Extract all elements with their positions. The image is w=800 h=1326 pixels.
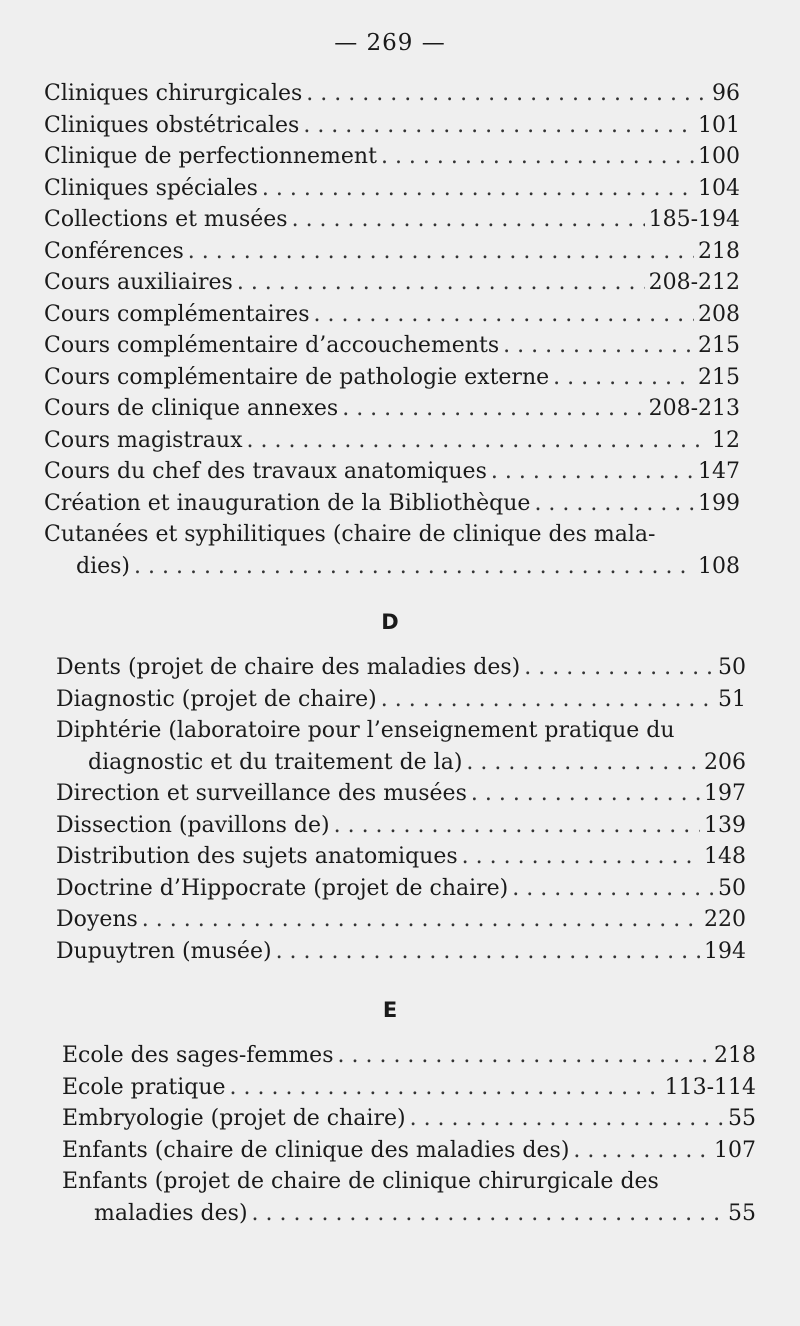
entry-label: Cours auxiliaires	[44, 270, 233, 295]
entry-label: Cours complémentaire de pathologie externe	[44, 364, 550, 390]
entry-label: Diphtérie (laboratoire pour l’enseignement pratique du	[56, 718, 675, 743]
section-letter-e: E	[382, 998, 398, 1022]
entry-page: 194	[704, 938, 746, 964]
entry-label: Enfants (projet de chaire de clinique chirurgicale des	[62, 1169, 659, 1194]
entry-label-continued: diagnostic et du traitement de la)	[88, 749, 463, 775]
entry-label: Embryologie (projet de chaire)	[62, 1106, 406, 1131]
leader-dots	[462, 841, 700, 873]
index-entry	[44, 393, 740, 425]
index-entry	[44, 456, 740, 488]
entry-label: Cutanées et syphilitiques (chaire de clinique des mala-	[44, 522, 656, 547]
entry-label-continued: dies)	[76, 553, 131, 579]
leader-dots	[306, 78, 708, 110]
entry-page: 215	[698, 364, 740, 390]
entry-page: 197	[704, 781, 746, 806]
entry-label: Enfants (chaire de clinique des maladies des)	[62, 1137, 570, 1163]
index-entry	[44, 362, 740, 394]
entry-label: Cours du chef des travaux anatomiques	[44, 459, 487, 484]
entry-page: 220	[704, 907, 746, 932]
index-entry	[44, 330, 740, 362]
entry-page: 199	[698, 490, 740, 516]
section-d	[56, 652, 746, 967]
entry-label: Cours complémentaire d’accouchements	[44, 333, 500, 358]
index-entry	[44, 519, 740, 582]
section-e	[62, 1040, 756, 1229]
index-entry	[56, 778, 746, 810]
entry-page: 208	[698, 301, 740, 327]
entry-page: 113-114	[664, 1074, 756, 1100]
section-c	[44, 78, 740, 582]
leader-dots	[503, 330, 694, 362]
entry-label: Création et inauguration de la Bibliothèque	[44, 490, 531, 516]
entry-page: 12	[712, 427, 740, 453]
index-entry	[62, 1135, 756, 1167]
entry-label: Conférences	[44, 238, 184, 264]
entry-label: Dupuytren (musée)	[56, 938, 272, 964]
leader-dots	[276, 936, 700, 968]
index-entry	[62, 1072, 756, 1104]
leader-dots	[381, 141, 694, 173]
entry-page: 107	[714, 1137, 756, 1163]
index-entry	[44, 299, 740, 331]
entry-label: Doyens	[56, 907, 138, 932]
entry-label: Direction et surveillance des musées	[56, 781, 467, 806]
entry-label: Cliniques spéciales	[44, 175, 258, 201]
index-entry	[56, 841, 746, 873]
leader-dots	[246, 425, 708, 457]
index-entry	[44, 236, 740, 268]
entry-label: Ecole pratique	[62, 1074, 226, 1100]
leader-dots	[466, 747, 700, 779]
entry-label: Dissection (pavillons de)	[56, 812, 330, 838]
index-entry	[62, 1040, 756, 1072]
entry-label: Doctrine d’Hippocrate (projet de chaire)	[56, 875, 509, 901]
section-letter-d: D	[381, 610, 399, 634]
entry-page: 185-194	[648, 207, 740, 232]
entry-label: Cours de clinique annexes	[44, 396, 339, 421]
leader-dots	[342, 393, 644, 425]
entry-page: 148	[704, 844, 746, 869]
leader-dots	[303, 110, 694, 142]
index-entry	[56, 715, 746, 778]
index-entry	[44, 425, 740, 457]
entry-page: 208-213	[648, 396, 740, 421]
entry-page: 101	[698, 112, 740, 138]
index-entry	[44, 204, 740, 236]
entry-page: 55	[728, 1200, 756, 1226]
leader-dots	[252, 1198, 724, 1230]
entry-label: Distribution des sujets anatomiques	[56, 844, 458, 869]
entry-page: 215	[698, 333, 740, 358]
index-entry	[56, 684, 746, 716]
leader-dots	[573, 1135, 710, 1167]
index-entry	[62, 1166, 756, 1229]
entry-label: Collections et musées	[44, 207, 288, 232]
leader-dots	[334, 810, 700, 842]
entry-label: Clinique de perfectionnement	[44, 144, 377, 169]
leader-dots	[142, 904, 700, 936]
entry-page: 206	[704, 749, 746, 775]
entry-label: Dents (projet de chaire des maladies des)	[56, 655, 521, 680]
entry-page: 100	[698, 144, 740, 169]
entry-page: 108	[698, 553, 740, 579]
leader-dots	[553, 362, 694, 394]
index-entry	[56, 652, 746, 684]
leader-dots	[524, 652, 714, 684]
entry-label: Cliniques obstétricales	[44, 112, 300, 138]
entry-page: 104	[698, 175, 740, 201]
entry-label: Cours complémentaires	[44, 301, 310, 327]
entry-page: 218	[714, 1043, 756, 1068]
entry-page: 55	[728, 1106, 756, 1131]
index-entry	[44, 173, 740, 205]
entry-page: 147	[698, 459, 740, 484]
entry-page: 50	[718, 875, 746, 901]
entry-page: 218	[698, 238, 740, 264]
leader-dots	[381, 684, 714, 716]
index-entry	[56, 873, 746, 905]
entry-label: Cours magistraux	[44, 427, 243, 453]
index-entry	[44, 110, 740, 142]
leader-dots	[491, 456, 694, 488]
leader-dots	[134, 551, 694, 583]
entry-page: 50	[718, 655, 746, 680]
leader-dots	[188, 236, 694, 268]
entry-label-continued: maladies des)	[94, 1200, 248, 1226]
leader-dots	[313, 299, 694, 331]
leader-dots	[262, 173, 694, 205]
entry-page: 51	[718, 686, 746, 712]
leader-dots	[292, 204, 645, 236]
leader-dots	[534, 488, 694, 520]
entry-label: Ecole des sages-femmes	[62, 1043, 334, 1068]
entry-label: Cliniques chirurgicales	[44, 81, 303, 106]
entry-page: 139	[704, 812, 746, 838]
entry-page: 208-212	[648, 270, 740, 295]
leader-dots	[410, 1103, 724, 1135]
index-entry	[56, 904, 746, 936]
index-entry	[56, 810, 746, 842]
index-entry	[44, 141, 740, 173]
page-number: — 269 —	[334, 30, 446, 56]
leader-dots	[512, 873, 714, 905]
entry-page: 96	[712, 81, 740, 106]
index-entry	[44, 267, 740, 299]
leader-dots	[237, 267, 645, 299]
index-entry	[62, 1103, 756, 1135]
leader-dots	[471, 778, 700, 810]
index-entry	[56, 936, 746, 968]
leader-dots	[338, 1040, 711, 1072]
index-entry	[44, 488, 740, 520]
entry-label: Diagnostic (projet de chaire)	[56, 686, 377, 712]
leader-dots	[230, 1072, 661, 1104]
index-entry	[44, 78, 740, 110]
